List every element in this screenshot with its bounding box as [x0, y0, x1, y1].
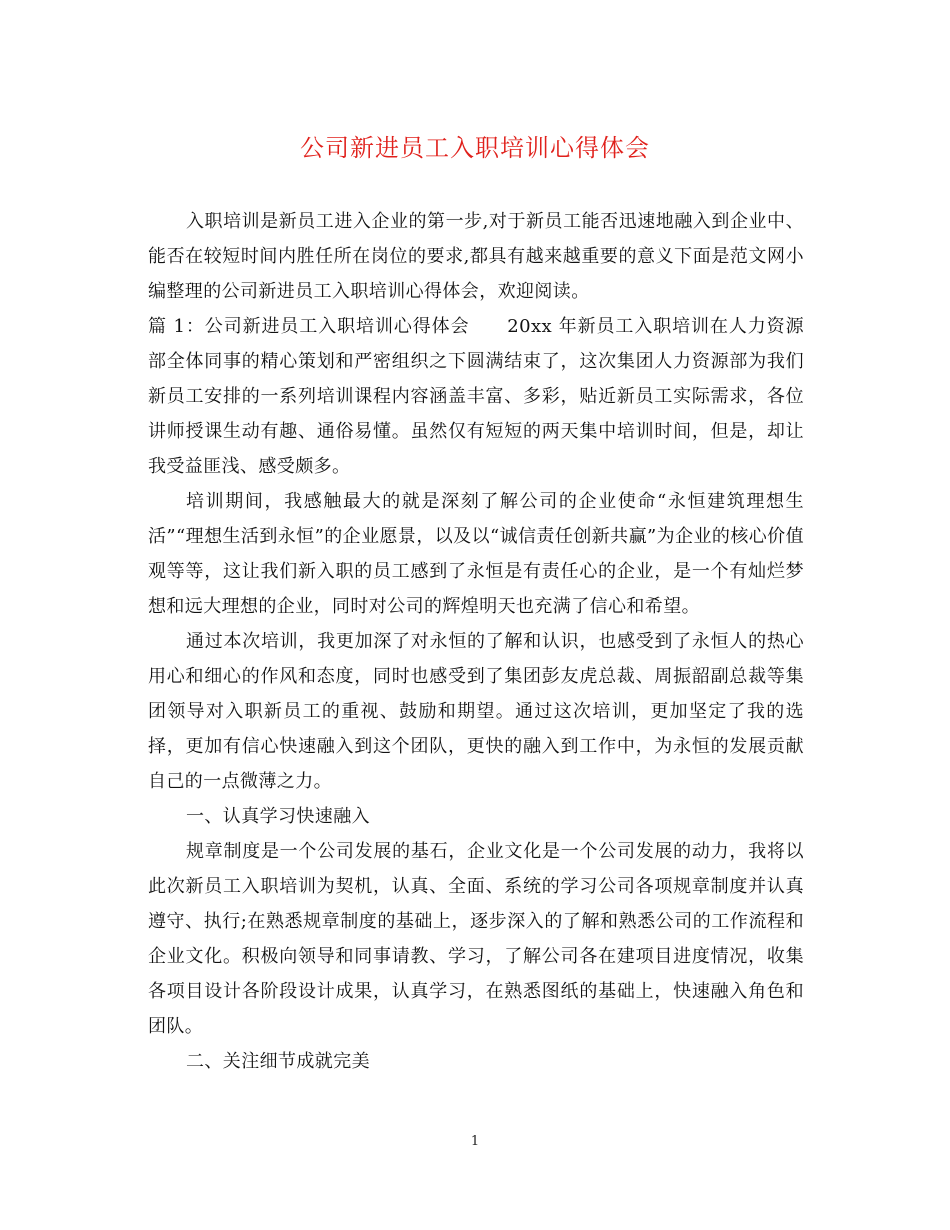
rules-paragraph: 规章制度是一个公司发展的基石，企业文化是一个公司发展的动力，我将以此次新员工入职培训为契机，认真、全面、系统的学习公司各项规章制度并认真遵守、执行;在熟悉规章制度的基础上，逐步深入的了解和熟悉公司的工作流程和企业文化。积极向领导和同事请教、学习，了解公司各在建项目进度情况，收集各项目设计各阶段设计成果，认真学习，在熟悉图纸的基础上，快速融入角色和团队。	[148, 841, 804, 1037]
article-1-paragraph: 篇 1：公司新进员工入职培训心得体会 20xx 年新员工入职培训在人力资源部全体同事的精心策划和严密组织之下圆满结束了，这次集团人力资源部为我们新员工安排的一系列培训课程内容涵盖丰富、多彩，贴近新员工实际需求，各位讲师授课生动有趣、通俗易懂。虽然仅有短短的两天集中培训时间，但是，却让我受益匪浅、感受颇多。	[148, 316, 804, 477]
training-paragraph: 培训期间，我感触最大的就是深刻了解公司的企业使命“永恒建筑理想生活”“理想生活到永恒”的企业愿景，以及以“诚信责任创新共赢”为企业的核心价值观等等，这让我们新入职的员工感到了永恒是有责任心的企业，是一个有灿烂梦想和远大理想的企业，同时对公司的辉煌明天也充满了信心和希望。	[148, 491, 804, 617]
section-heading-2: 二、关注细节成就完美	[186, 1051, 370, 1072]
document-body	[148, 204, 804, 1079]
section-heading-1: 一、认真学习快速融入	[186, 806, 370, 827]
understanding-paragraph: 通过本次培训，我更加深了对永恒的了解和认识，也感受到了永恒人的热心用心和细心的作风和态度，同时也感受到了集团彭友虎总裁、周振韶副总裁等集团领导对入职新员工的重视、鼓励和期望。通过这次培训，更加坚定了我的选择，更加有信心快速融入到这个团队，更快的融入到工作中，为永恒的发展贡献自己的一点微薄之力。	[148, 631, 804, 792]
intro-paragraph: 入职培训是新员工进入企业的第一步,对于新员工能否迅速地融入到企业中、能否在较短时间内胜任所在岗位的要求,都具有越来越重要的意义下面是范文网小编整理的公司新进员工入职培训心得体会，欢迎阅读。	[148, 211, 804, 302]
document-title: 公司新进员工入职培训心得体会	[300, 134, 650, 162]
page-number: 1	[470, 1134, 480, 1149]
